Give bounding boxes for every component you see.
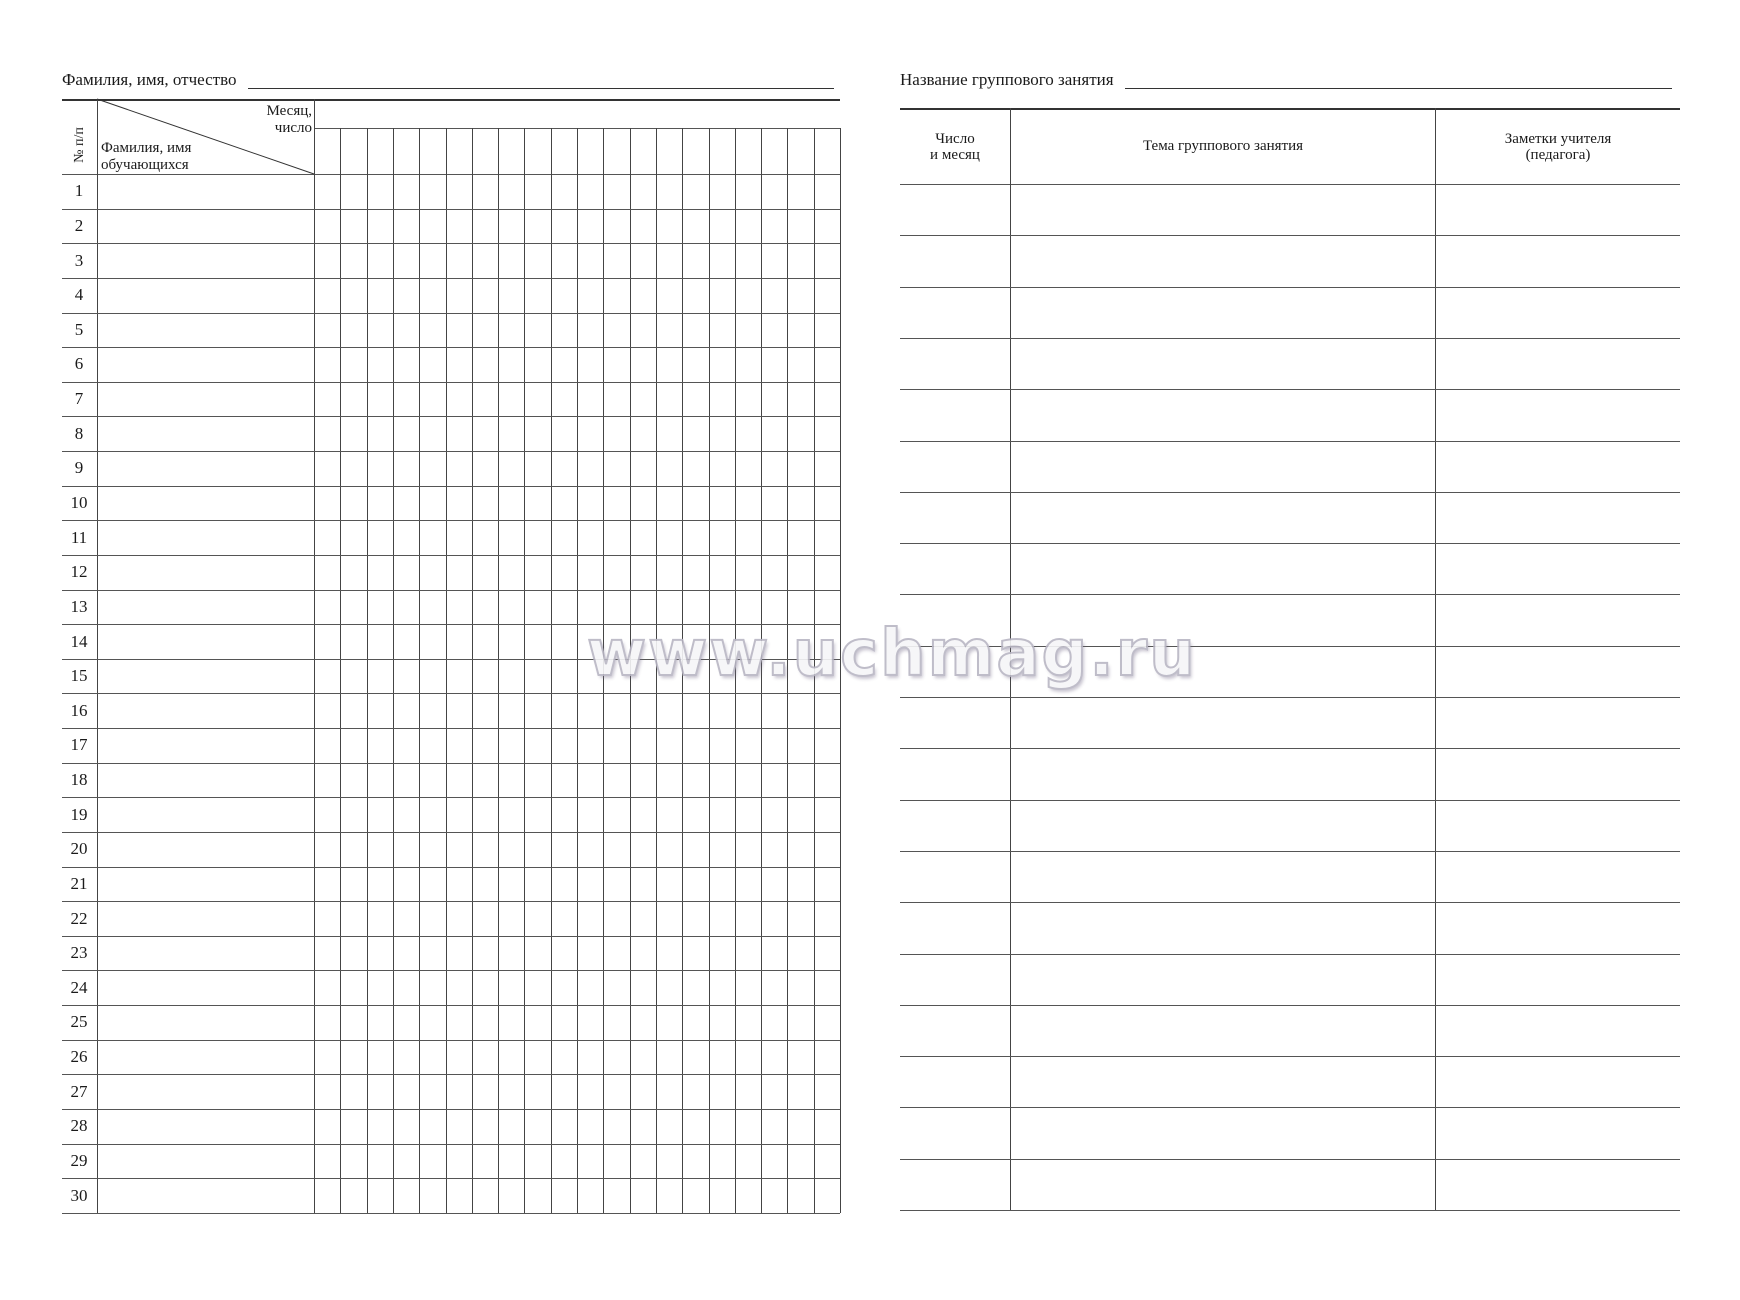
lesson-notes-cell[interactable] [1436,698,1679,747]
lesson-topic-cell[interactable] [1011,236,1434,285]
lesson-topic-cell[interactable] [1011,955,1434,1004]
students-header-line2: обучающихся [101,157,189,173]
watermark-text: www.uchmag.ru [587,617,1197,691]
row-number: 29 [70,1150,88,1170]
lesson-notes-cell[interactable] [1436,801,1679,850]
lesson-date-cell[interactable] [901,390,1009,439]
lesson-notes-cell[interactable] [1436,1057,1679,1106]
lesson-notes-cell[interactable] [1436,544,1679,593]
lesson-notes-cell[interactable] [1436,903,1679,952]
lesson-topic-cell[interactable] [1011,493,1434,542]
row-number: 13 [70,596,88,616]
lesson-notes-cell[interactable] [1436,852,1679,901]
date-header-line2: число [274,120,312,136]
row-number: 27 [70,1081,88,1101]
lesson-notes-cell[interactable] [1436,595,1679,644]
lesson-notes-cell[interactable] [1436,749,1679,798]
lesson-date-cell[interactable] [901,185,1009,234]
lesson-date-cell[interactable] [901,1006,1009,1055]
table-row-line [900,1210,1680,1211]
lesson-date-cell[interactable] [901,544,1009,593]
lesson-notes-cell[interactable] [1436,236,1679,285]
row-number: 14 [70,631,88,651]
lesson-topic-cell[interactable] [1011,544,1434,593]
lesson-date-cell[interactable] [901,852,1009,901]
lesson-date-cell[interactable] [901,442,1009,491]
full-name-label: Фамилия, имя, отчество [62,70,237,89]
lesson-date-cell[interactable] [901,595,1009,644]
row-number: 2 [74,215,84,235]
row-number: 10 [70,492,88,512]
row-number: 8 [74,423,84,443]
date-header-line1: Месяц, [266,103,312,119]
row-number: 4 [74,285,84,305]
notes-header-line2: (педагога) [1525,147,1591,163]
lesson-date-cell[interactable] [901,749,1009,798]
row-number: 6 [74,354,84,374]
row-number: 3 [74,250,84,270]
lesson-topic-cell[interactable] [1011,1057,1434,1106]
row-number: 11 [70,527,88,547]
group-lesson-name-label: Название группового занятия [900,70,1114,89]
row-number: 12 [70,562,88,582]
lesson-date-cell[interactable] [901,493,1009,542]
lesson-date-cell[interactable] [901,1057,1009,1106]
notes-header-line1: Заметки учителя [1504,131,1612,147]
lesson-notes-cell[interactable] [1436,493,1679,542]
lesson-notes-cell[interactable] [1436,442,1679,491]
lesson-date-cell[interactable] [901,1160,1009,1209]
row-number: 1 [74,181,84,201]
lesson-topic-cell[interactable] [1011,749,1434,798]
lesson-topic-cell[interactable] [1011,647,1434,696]
lesson-topic-cell[interactable] [1011,1006,1434,1055]
lesson-topic-cell[interactable] [1011,1160,1434,1209]
lesson-date-cell[interactable] [901,288,1009,337]
lesson-notes-cell[interactable] [1436,1006,1679,1055]
lesson-date-cell[interactable] [901,339,1009,388]
row-number: 16 [70,700,88,720]
row-number: 7 [74,389,84,409]
row-number: 20 [70,839,88,859]
lesson-topic-cell[interactable] [1011,852,1434,901]
lesson-date-cell[interactable] [901,647,1009,696]
row-number: 22 [70,908,88,928]
topic-header: Тема группового занятия [1142,138,1304,154]
lesson-notes-cell[interactable] [1436,288,1679,337]
lesson-topic-cell[interactable] [1011,698,1434,747]
lesson-notes-cell[interactable] [1436,185,1679,234]
lesson-notes-cell[interactable] [1436,955,1679,1004]
row-number: 17 [70,735,88,755]
row-number: 28 [70,1116,88,1136]
row-number: 15 [70,666,88,686]
lesson-topic-cell[interactable] [1011,442,1434,491]
lesson-topic-cell[interactable] [1011,595,1434,644]
lesson-topic-cell[interactable] [1011,288,1434,337]
lesson-date-cell[interactable] [901,955,1009,1004]
group-lesson-name-input-line[interactable] [1125,88,1672,89]
row-number: 26 [70,1047,88,1067]
lesson-topic-cell[interactable] [1011,903,1434,952]
row-number: 9 [74,458,84,478]
lesson-date-cell[interactable] [901,698,1009,747]
lesson-notes-cell[interactable] [1436,1108,1679,1157]
date-month-header-line2: и месяц [930,147,980,163]
row-number: 24 [70,977,88,997]
row-number: 23 [70,943,88,963]
lesson-date-cell[interactable] [901,236,1009,285]
row-number: 18 [70,770,88,790]
row-number: 21 [70,873,88,893]
lesson-topic-cell[interactable] [1011,339,1434,388]
lesson-topic-cell[interactable] [1011,1108,1434,1157]
lesson-date-cell[interactable] [901,801,1009,850]
lesson-date-cell[interactable] [901,903,1009,952]
lesson-notes-cell[interactable] [1436,647,1679,696]
row-number: 30 [70,1185,88,1205]
row-number: 25 [70,1012,88,1032]
lesson-date-cell[interactable] [901,1108,1009,1157]
lesson-notes-cell[interactable] [1436,390,1679,439]
row-number-header: № п/п [72,127,87,163]
table-top-border [900,108,1680,110]
lesson-topic-cell[interactable] [1011,185,1434,234]
lesson-topic-cell[interactable] [1011,390,1434,439]
row-number: 5 [74,319,84,339]
lesson-notes-cell[interactable] [1436,339,1679,388]
date-month-header-line1: Число [935,131,975,147]
lesson-notes-cell[interactable] [1436,1160,1679,1209]
lesson-topic-cell[interactable] [1011,801,1434,850]
students-header-line1: Фамилия, имя [101,140,192,156]
row-number: 19 [70,804,88,824]
